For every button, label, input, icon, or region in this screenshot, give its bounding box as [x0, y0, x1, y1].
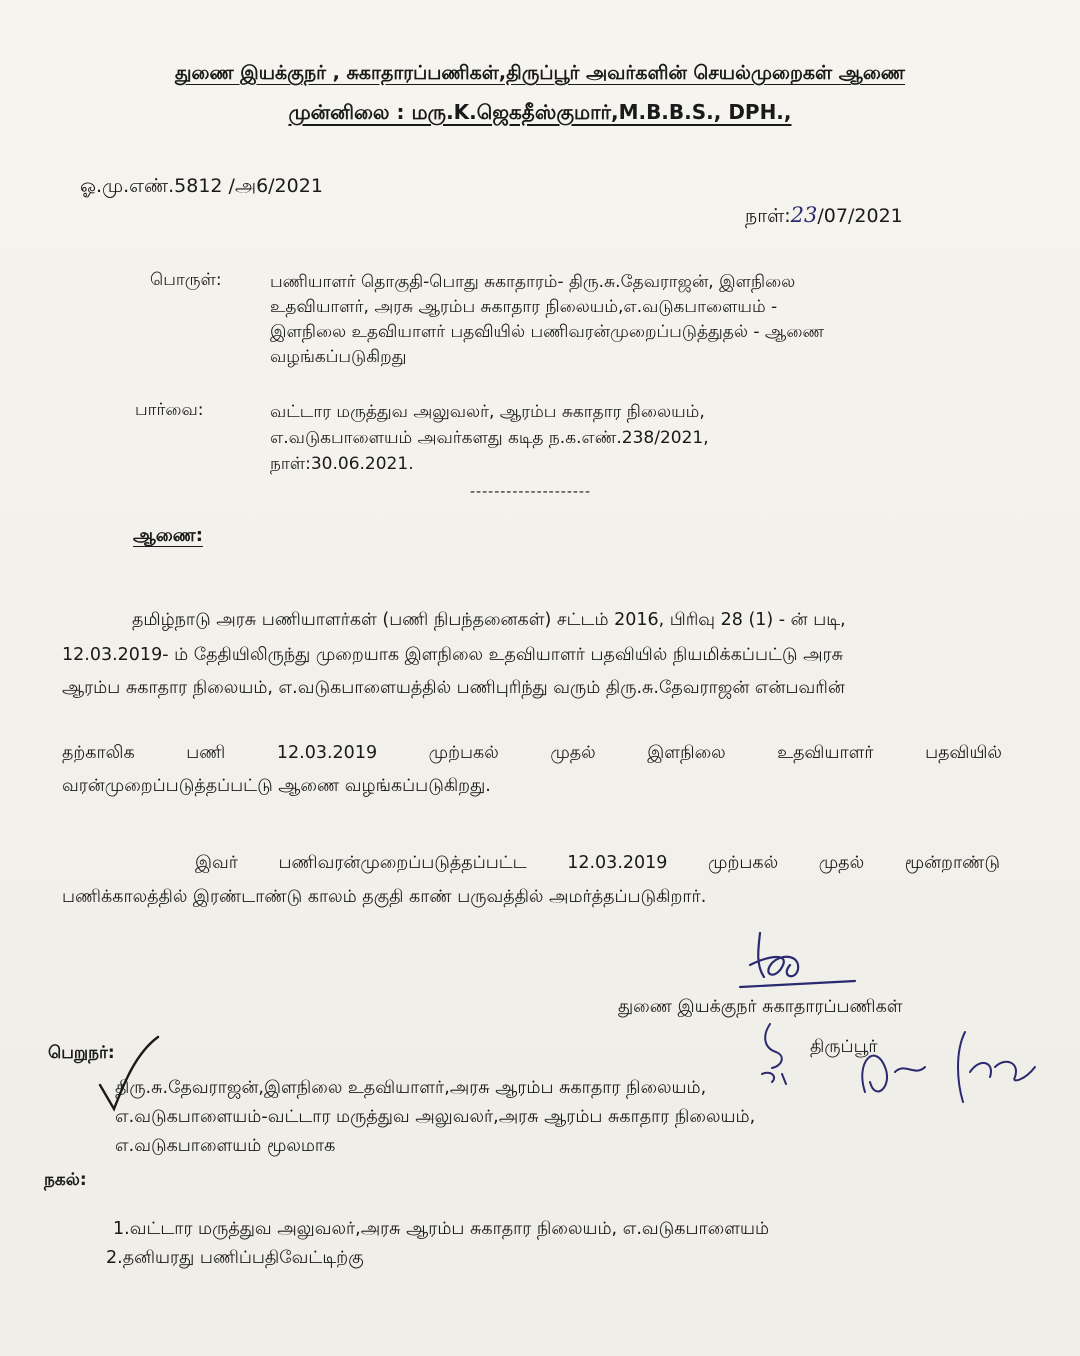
word: மூன்றாண்டு	[904, 853, 1000, 873]
subject-line: இளநிலை உதவியாளர் பதவியில் பணிவரன்முறைப்படுத்துதல் - ஆணை	[270, 322, 825, 342]
paragraph1-justified-line	[62, 743, 1002, 765]
paragraph1-line: தமிழ்நாடு அரசு பணியாளர்கள் (பணி நிபந்தனைகள்) சட்டம் 2016, பிரிவு 28 (1) - ன் படி,	[132, 610, 846, 630]
recipient-line: திரு.சு.தேவராஜன்,இளநிலை உதவியாளர்,அரசு ஆரம்ப சுகாதார நிலையம்,	[115, 1078, 707, 1098]
recipient-label: பெறுநர்:	[48, 1043, 115, 1063]
word: 12.03.2019	[567, 853, 668, 873]
word: முற்பகல்	[428, 743, 499, 763]
paragraph1-line: வரன்முறைப்படுத்தப்பட்டு ஆணை வழங்கப்படுகிறது.	[62, 776, 491, 796]
date-day-handwritten: 23	[790, 203, 818, 227]
subject-line: வழங்கப்படுகிறது	[270, 347, 407, 367]
signatory-title: துணை இயக்குநர் சுகாதாரப்பணிகள்	[618, 997, 903, 1017]
reference-label: பார்வை:	[135, 400, 204, 420]
word: 12.03.2019	[276, 743, 378, 763]
word: பணி	[186, 743, 226, 763]
reference-line: எ.வடுகபாளையம் அவர்களது கடித ந.க.எண்.238/2021,	[270, 428, 709, 448]
reference-line: வட்டார மருத்துவ அலுவலர், ஆரம்ப சுகாதார நிலையம்,	[270, 402, 705, 422]
receiver-signature	[845, 1022, 1045, 1112]
recipient-line: எ.வடுகபாளையம் மூலமாக	[115, 1136, 336, 1156]
initials-signature	[752, 1018, 802, 1088]
word: முதல்	[550, 743, 596, 763]
copy-line: 1.வட்டார மருத்துவ அலுவலர்,அரசு ஆரம்ப சுகாதார நிலையம், எ.வடுகபாளையம்	[113, 1219, 770, 1239]
reference-number: ஓ.மு.எண்.5812 /அ6/2021	[80, 175, 323, 197]
word: முற்பகல்	[708, 853, 779, 873]
paragraph2-justified-line	[195, 853, 1000, 875]
order-label: ஆணை:	[133, 525, 203, 546]
subject-line: பணியாளர் தொகுதி-பொது சுகாதாரம்- திரு.சு.தேவராஜன், இளநிலை	[270, 272, 796, 292]
word: பதவியில்	[925, 743, 1002, 763]
copy-line: 2.தனியரது பணிப்பதிவேட்டிற்கு	[106, 1248, 364, 1268]
word: முதல்	[818, 853, 865, 873]
header-title: துணை இயக்குநர் , சுகாதாரப்பணிகள்,திருப்பூர் அவர்களின் செயல்முறைகள் ஆணை	[175, 62, 905, 84]
separator: --------------------	[470, 484, 592, 500]
order-date	[745, 203, 903, 230]
officer-signature	[720, 925, 860, 995]
word: இளநிலை	[647, 743, 726, 763]
signatory-place: திருப்பூர்	[810, 1037, 878, 1057]
paragraph2-line: பணிக்காலத்தில் இரண்டாண்டு காலம் தகுதி காண் பருவத்தில் அமர்த்தப்படுகிறார்.	[62, 887, 707, 907]
recipient-line: எ.வடுகபாளையம்-வட்டார மருத்துவ அலுவலர்,அரசு ஆரம்ப சுகாதார நிலையம்,	[115, 1107, 756, 1127]
date-month-year: /07/2021	[817, 205, 903, 227]
word: உதவியாளர்	[777, 743, 874, 763]
subject-line: உதவியாளர், அரசு ஆரம்ப சுகாதார நிலையம்,எ.வடுகபாளையம் -	[270, 297, 778, 317]
date-label: நாள்:	[745, 205, 791, 227]
header-presiding-officer: முன்னிலை : மரு.K.ஜெகதீஸ்குமார்,M.B.B.S., DPH.,	[288, 100, 792, 124]
tick-mark-icon	[96, 1033, 166, 1113]
word: தற்காலிக	[62, 743, 135, 763]
paragraph1-line: 12.03.2019- ம் தேதியிலிருந்து முறையாக இளநிலை உதவியாளர் பதவியில் நியமிக்கப்பட்டு அரசு	[62, 645, 843, 665]
reference-line: நாள்:30.06.2021.	[270, 454, 414, 474]
copy-label: நகல்:	[44, 1170, 87, 1190]
paragraph1-line: ஆரம்ப சுகாதார நிலையம், எ.வடுகபாளையத்தில் பணிபுரிந்து வரும் திரு.சு.தேவராஜன் என்பவரின்	[62, 678, 845, 698]
word: இவர்	[195, 853, 238, 873]
subject-label: பொருள்:	[150, 270, 222, 290]
word: பணிவரன்முறைப்படுத்தப்பட்ட	[278, 853, 527, 873]
